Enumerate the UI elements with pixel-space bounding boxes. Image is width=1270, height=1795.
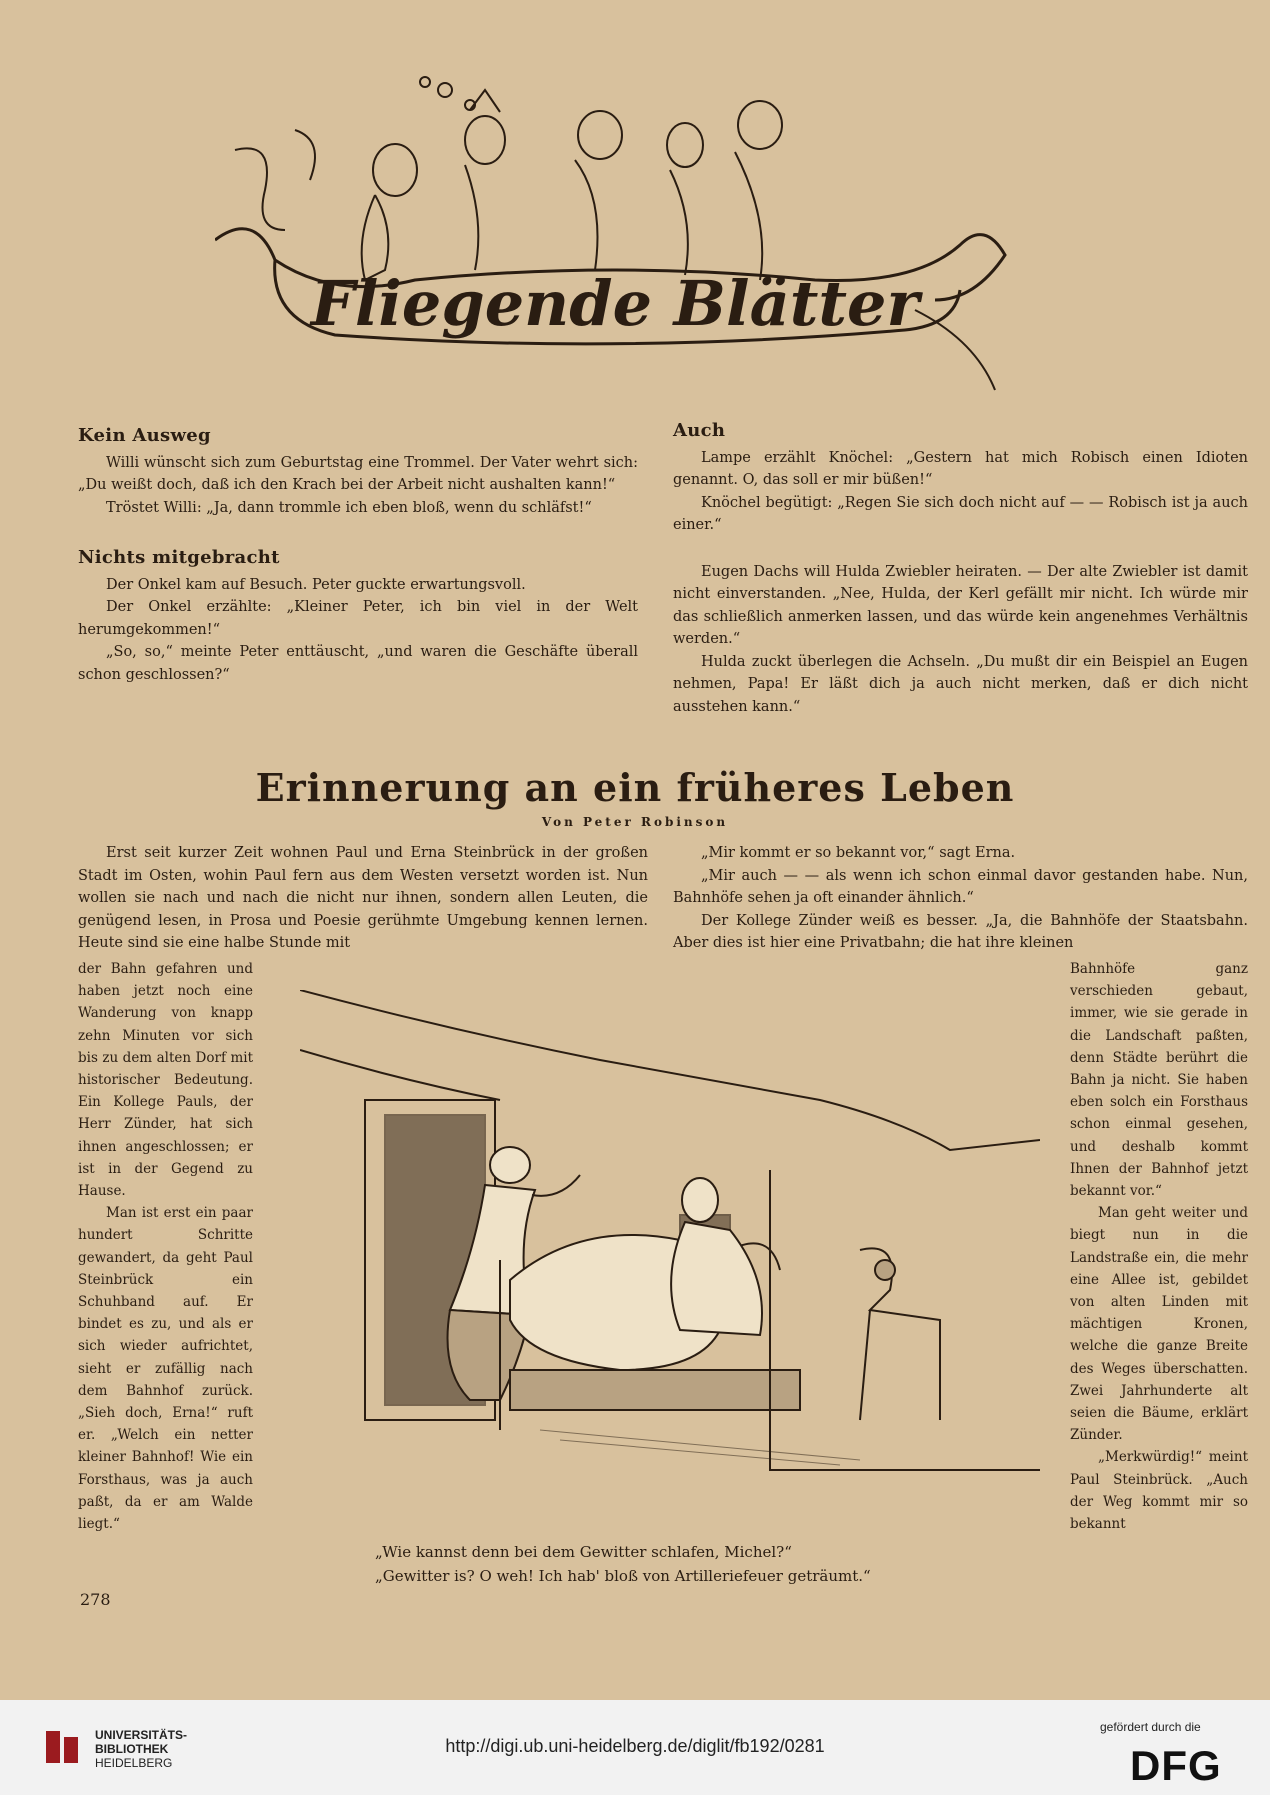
article-right-top [673,842,1248,955]
masthead-illustration [215,70,1015,415]
library-name-line: BIBLIOTHEK [95,1742,169,1756]
article-paragraph: „Mir auch — — als wenn ich schon einmal davor gestanden habe. Nun, Bahnhöfe sehen ja oft einander ähnlich.“ [673,867,1248,906]
article-paragraph: Man geht weiter und biegt nun in die Landstraße ein, die mehr eine Allee ist, gebildet von alten Linden mit mächtigen Kronen, welche die ganze Breite des Weges überschatten. Zwei Jahrhunderte alt seien die Bäume, erklärt Zünder. [1070,1205,1248,1444]
article-paragraph: „Merkwürdig!“ meint Paul Steinbrück. „Auch der Weg kommt mir so bekannt [1070,1449,1248,1533]
joke-paragraph: Lampe erzählt Knöchel: „Gestern hat mich Robisch einen Idioten genannt. O, das soll er mir büßen!“ [673,449,1248,488]
library-name-line: HEIDELBERG [95,1756,173,1770]
jokes-left-column [78,425,638,686]
article-left-narrow [78,958,253,1535]
joke-paragraph: Der Onkel erzählte: „Kleiner Peter, ich bin viel in der Welt herumgekommen!“ [78,599,638,638]
joke-heading: Nichts mitgebracht [78,547,280,568]
article-left-top [78,842,648,955]
article-paragraph: „Mir kommt er so bekannt vor,“ sagt Erna. [701,845,1016,861]
bedroom-drawing [300,990,1040,1510]
joke-paragraph: „So, so,“ meinte Peter enttäuscht, „und waren die Geschäfte überall schon geschlossen?“ [78,644,638,683]
dfg-logo: DFG [1130,1742,1222,1789]
article-paragraph: der Bahn gefahren und haben jetzt noch eine Wanderung von knapp zehn Minuten vor sich bis zu dem alten Dorf mit historischer Bedeutung. Ein Kollege Pauls, der Herr Zünder, hat sich ihnen angeschlossen; er ist in der Gegend zu Hause. [78,961,253,1200]
joke-paragraph: Eugen Dachs will Hulda Zwiebler heiraten. — Der alte Zwiebler ist damit nicht einverstanden. „Nee, Hulda, der Kerl gefällt mir nicht. Ich würde mir das schließlich anmerken lassen, und das würde kein angenehmes Verhältnis werden.“ [673,563,1248,647]
joke-paragraph: Knöchel begütigt: „Regen Sie sich doch nicht auf — — Robisch ist ja auch einer.“ [673,494,1248,533]
masthead-title: Fliegende Blätter [310,267,920,340]
illustration-caption [375,1540,935,1588]
page-number: 278 [80,1590,111,1609]
article-paragraph: Erst seit kurzer Zeit wohnen Paul und Erna Steinbrück in der großen Stadt im Osten, wohin Paul fern aus dem Westen versetzt worden ist. Nun wollen sie nach und nach die nicht nur ihnen, sondern allen Leuten, die genügend lesen, in Prosa und Poesie gerühmte Umgebung kennen lernen. Heute sind sie eine halbe Stunde mit [78,845,648,951]
masthead-drawing [215,70,1015,415]
joke-paragraph: Tröstet Willi: „Ja, dann trommle ich eben bloß, wenn du schläfst!“ [106,499,592,516]
article-paragraph: Der Kollege Zünder weiß es besser. „Ja, die Bahnhöfe der Staatsbahn. Aber dies ist hier eine Privatbahn; die hat ihre kleinen [673,912,1248,951]
joke-paragraph: Willi wünscht sich zum Geburtstag eine Trommel. Der Vater wehrt sich: „Du weißt doch, daß ich den Krach bei der Arbeit nicht aushalten kann!“ [78,454,638,493]
footer-bar [0,1700,1270,1795]
article-byline: Von Peter Robinson [541,815,729,829]
article-paragraph: Bahnhöfe ganz verschieden gebaut, immer, wie sie gerade in die Landschaft paßten, denn Städte berührt die Bahn ja nicht. Sie haben eben solch ein Forsthaus schon einmal gesehen, und deshalb kommt Ihnen der Bahnhof jetzt bekannt vor.“ [1070,961,1248,1200]
jokes-right-column [673,420,1248,718]
article-title: Erinnerung an ein früheres Leben [255,765,1015,810]
sponsor-label: gefördert durch die [1100,1720,1201,1734]
joke-paragraph: Der Onkel kam auf Besuch. Peter guckte erwartungsvoll. [106,576,526,593]
article-right-narrow [1070,958,1248,1535]
caption-line: „Gewitter is? O weh! Ich hab' bloß von Artilleriefeuer geträumt.“ [375,1567,871,1585]
article-illustration [300,990,1040,1510]
joke-heading: Auch [673,420,726,441]
source-link[interactable]: http://digi.ub.uni-heidelberg.de/diglit/fb192/0281 [445,1736,825,1756]
joke-heading: Kein Ausweg [78,425,211,446]
library-name-line: UNIVERSITÄTS- [95,1728,188,1742]
article-paragraph: Man ist erst ein paar hundert Schritte gewandert, da geht Paul Steinbrück ein Schuhband auf. Er bindet es zu, und als er sich wieder aufrichtet, sieht er zufällig nach dem Bahnhof zurück. „Sieh doch, Erna!“ ruft er. „Welch ein netter kleiner Bahnhof! Wie ein Forsthaus, was ja auch paßt, da er am Walde liegt.“ [78,1205,253,1533]
joke-paragraph: Hulda zuckt überlegen die Achseln. „Du mußt dir ein Beispiel an Eugen nehmen, Papa! Er läßt dich ja auch nicht merken, daß er dich nicht ausstehen kann.“ [673,653,1248,715]
caption-line: „Wie kannst denn bei dem Gewitter schlafen, Michel?“ [375,1543,792,1561]
